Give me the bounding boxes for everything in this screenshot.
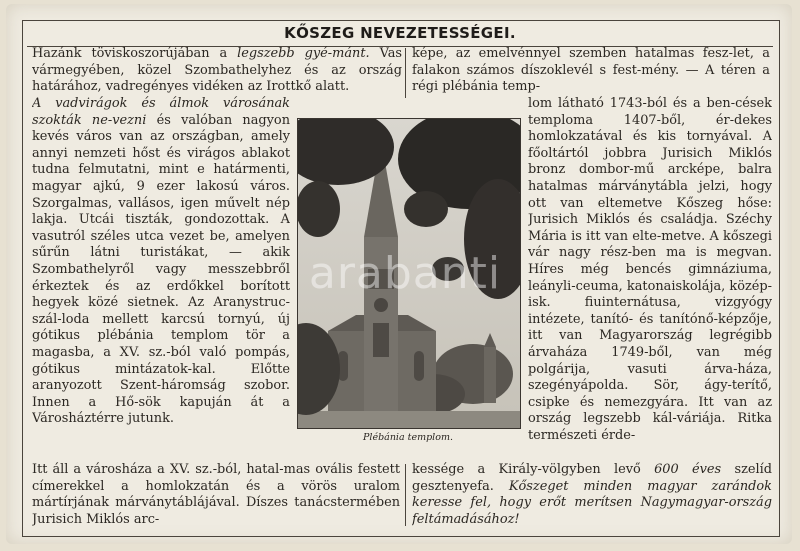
paragraph-right-top: képe, az emelvénnyel szemben hatalmas fesz-let, a falakon számos díszoklevél s fest-mény. — A téren a régi plébánia temp-: [412, 46, 770, 95]
photo-caption: Plébánia templom.: [363, 432, 453, 443]
text-column-bottom-right: [412, 462, 772, 530]
church-illustration: [298, 119, 520, 428]
paragraph-intro: Hazánk töviskoszorújában a legszebb gyé-mánt. Vas vármegyében, közel Szombathelyhez és az ország határához, vadregényes vidéken az Irottkő alatt.: [32, 46, 402, 95]
watermark: arabanti: [308, 248, 502, 299]
paragraph-bottom-right: kessége a Király-völgyben levő 600 éves szelíd gesztenyefa. Kőszeget minden magyar zarándok keresse fel, hogy erőt merítsen Nagymagyar-ország feltámadásához!: [412, 462, 772, 527]
paragraph-right: lom látható 1743-ból és a ben-cések temploma 1407-ből, ér-dekes homlokzatával és kis tornyával. A főoltártól jobbra Jurisich Miklós bronz dombor-mű arcképe, balra hatalmas márványtábla jelzi, hogy ott van eltemetve Kőszeg hőse: Jurisich Miklós és családja. Széchy Mária is itt van elte-metve. A kőszegi vár nagy rész-ben ma is megvan. Híres még bencés gimnáziuma, leányli-ceuma, katonaiskolája, közép-isk. fiuinternátusa, vizgyógy intézete, tanító- és tanítónő-képzője, itt van Magyarország legrégibb árvaháza 1749-ből, van még polgárija, vasuti árva-háza, szegényápolda. Sör, ágy-terítő, csipke és nemezgyára. Itt van az ország legszebb kál-váriája. Ritka természeti érde-: [528, 96, 772, 443]
column-divider-top: [405, 48, 406, 98]
text-column-bottom-left: [32, 462, 400, 530]
paragraph-left: A vadvirágok és álmok városának szokták ne-vezni és valóban nagyon kevés város van az országban, amely annyi nemzeti hőst és virágos ablakot tudna felmutatni, mint e határmenti, magyar ajkú, 9 ezer lakosú város. Szorgalmas, vallásos, igen művelt nép lakja. Utcái tiszták, gondozottak. A vasutról széles utca vezet be, amelyen sűrűn látni turistákat, — akik Szombathelyről vagy messzebbről érkeztek és az erdőkkel borított hegyek közé sietnek. Az Aranystruc-szál-loda mellett karcsú tornyú, új gótikus plébánia templom tör a magasba, a XV. sz.-ból való pompás, gótikus mintázatok-kal. Előtte aranyozott Szent-háromság szobor. Innen a Hő-sök kapuján át a Városháztérre jutunk.: [32, 96, 290, 427]
text-column-right: [528, 96, 772, 466]
paragraph-bottom-left: Itt áll a városháza a XV. sz.-ból, hatal-mas ovális festett címerekkel a homlokzatán és a vörös uralom mártírjának márványtáblájával. Díszes tanácstermében Jurisich Miklós arc-: [32, 462, 400, 527]
column-divider-bottom: [405, 464, 406, 526]
text-column-left: [32, 96, 290, 466]
page-title: KŐSZEG NEVEZETESSÉGEI.: [284, 24, 516, 42]
church-photo: [297, 118, 521, 429]
